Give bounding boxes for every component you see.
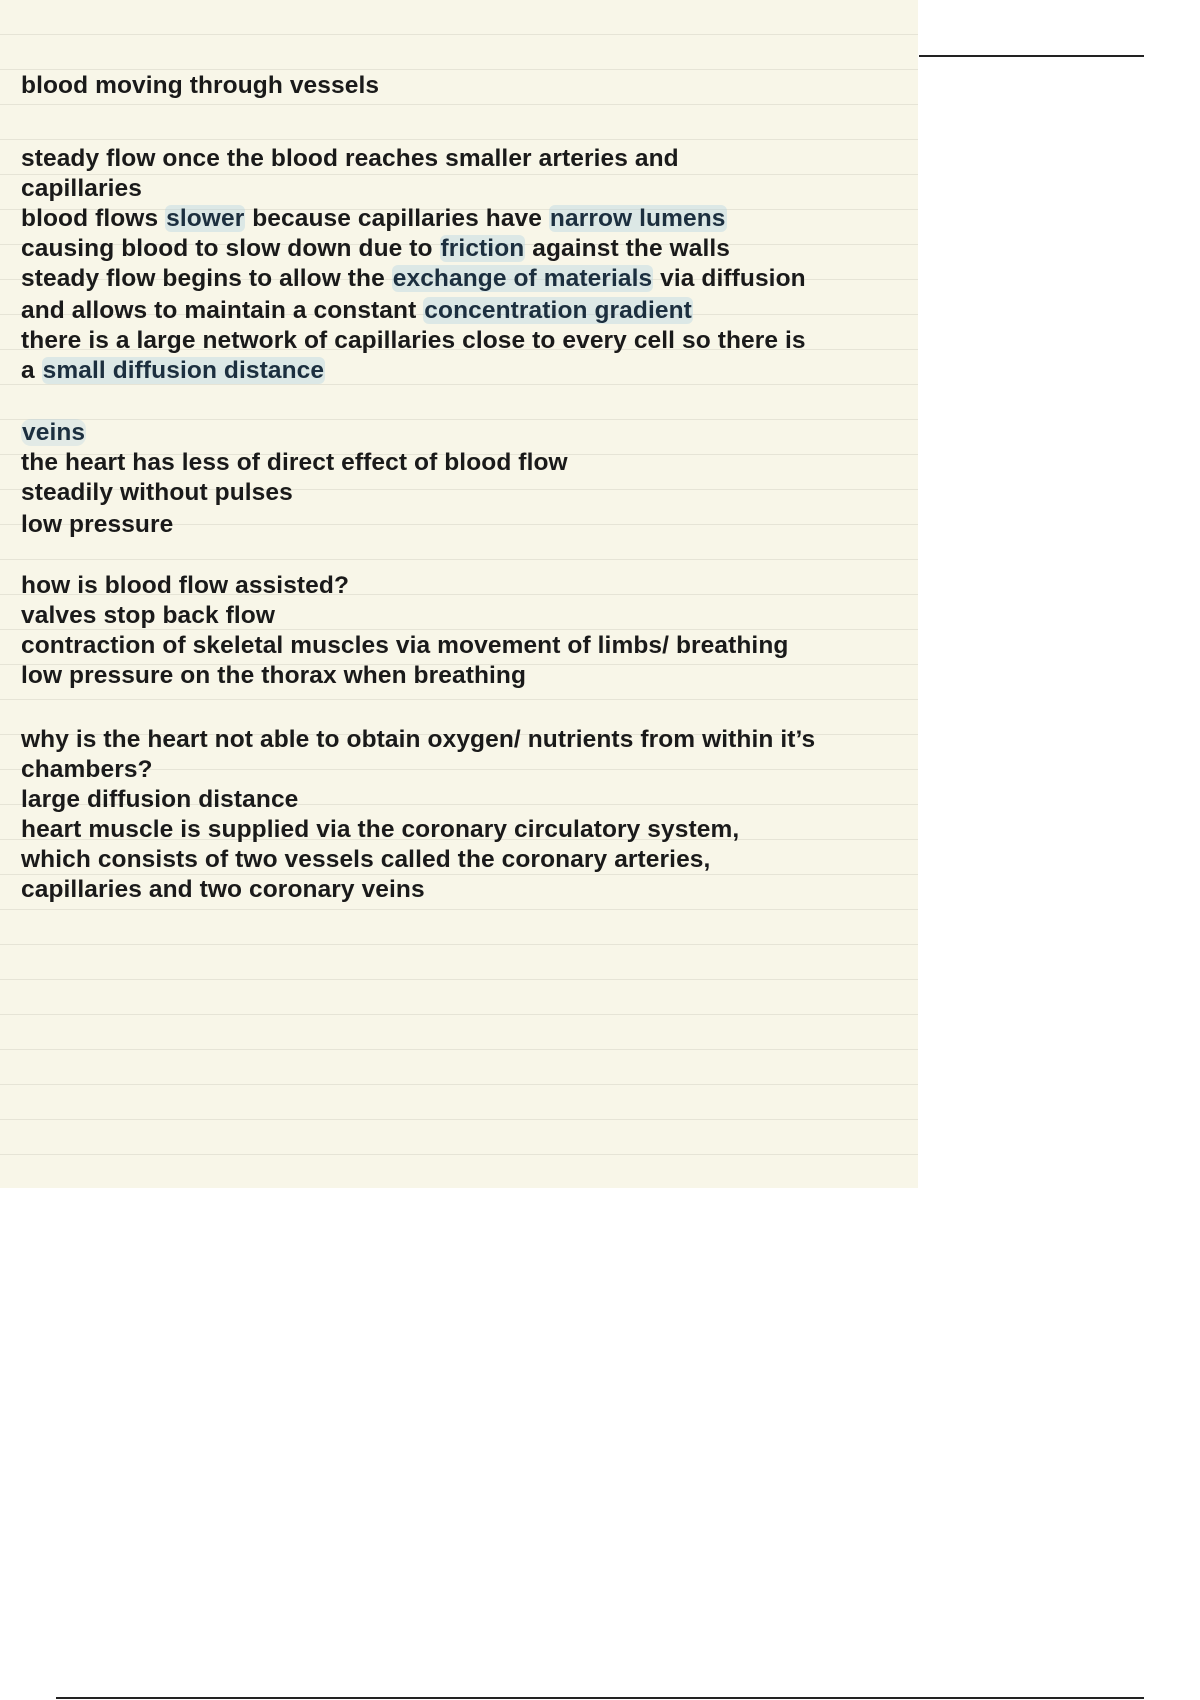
note-line: heart muscle is supplied via the coronary circulatory system, (21, 816, 740, 843)
text-run: blood flows (21, 205, 166, 232)
note-line (21, 204, 727, 234)
note-line: low pressure (21, 511, 174, 538)
text-run: and allows to maintain a constant (21, 297, 424, 324)
note-line: steady flow once the blood reaches smaller arteries and (21, 145, 679, 172)
note-line: low pressure on the thorax when breathing (21, 662, 527, 689)
note-line: large diffusion distance (21, 786, 299, 813)
note-title: blood moving through vessels (21, 72, 380, 99)
note-line: steadily without pulses (21, 479, 293, 506)
note-line (21, 264, 806, 294)
footer-rule (56, 1697, 1144, 1699)
highlight: slower (166, 205, 245, 232)
note-line: capillaries (21, 175, 142, 202)
text-run: via diffusion (653, 265, 806, 292)
text-run: against the walls (525, 235, 731, 262)
note-line: which consists of two vessels called the coronary arteries, (21, 846, 711, 873)
text-run: because capillaries have (245, 205, 549, 232)
highlight: exchange of materials (392, 265, 653, 292)
note-line: valves stop back flow (21, 602, 276, 629)
highlight: veins (22, 419, 86, 446)
note-line: the heart has less of direct effect of blood flow (21, 449, 568, 476)
section-heading: how is blood flow assisted? (21, 572, 350, 599)
note-line: capillaries and two coronary veins (21, 876, 425, 903)
note-line (21, 296, 693, 326)
highlight: friction (440, 235, 525, 262)
note-line: there is a large network of capillaries close to every cell so there is (21, 327, 806, 354)
text-run: a (21, 357, 42, 384)
note-line (21, 234, 730, 264)
header-rule (919, 55, 1144, 57)
highlight: narrow lumens (549, 205, 726, 232)
note-line: contraction of skeletal muscles via movement of limbs/ breathing (21, 632, 789, 659)
question-line: why is the heart not able to obtain oxygen/ nutrients from within it’s (21, 726, 816, 753)
note-line (21, 356, 325, 386)
question-line: chambers? (21, 756, 153, 783)
text-run: causing blood to slow down due to (21, 235, 440, 262)
text-run: steady flow begins to allow the (21, 265, 392, 292)
highlight: concentration gradient (424, 297, 692, 324)
highlight: small diffusion distance (42, 357, 325, 384)
section-heading (21, 418, 86, 448)
